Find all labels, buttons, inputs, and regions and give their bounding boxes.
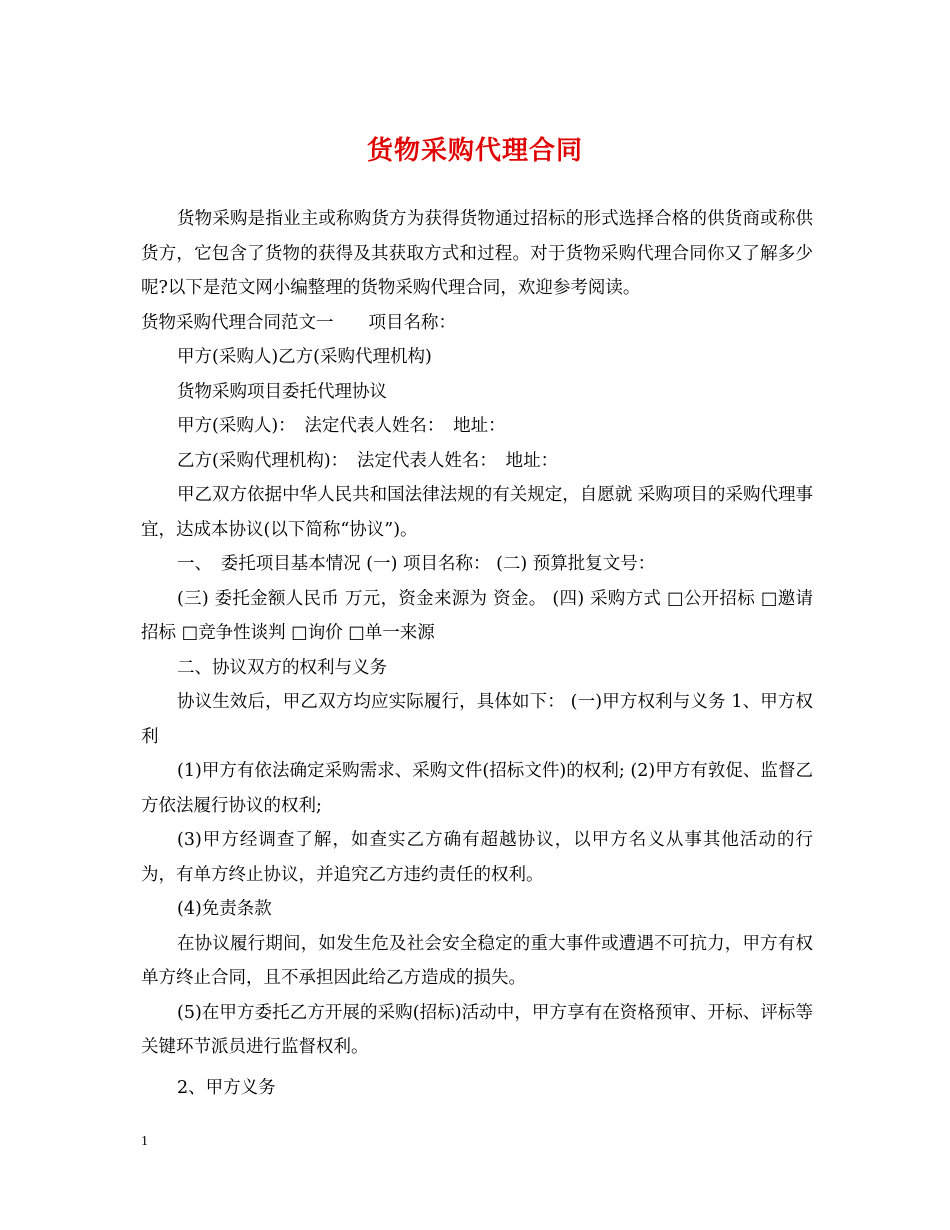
agreement-name: 货物采购项目委托代理协议 — [177, 381, 387, 402]
obligations-intro-paragraph: 协议生效后，甲乙双方均应实际履行，具体如下： (一)甲方权利与义务 1、甲方权利 — [141, 692, 813, 747]
section-one-heading: 一、 委托项目基本情况 (一) 项目名称： (二) 预算批复文号： — [177, 554, 656, 574]
sample-heading: 货物采购代理合同范文一 项目名称： — [141, 312, 456, 333]
exemption-paragraph: 在协议履行期间，如发生危及社会安全稳定的重大事件或遭遇不可抗力，甲方有权单方终止合同，且不承担因此给乙方造成的损失。 — [141, 933, 813, 988]
procurement-method-paragraph: (三) 委托金额人民币 万元，资金来源为 资金。 (四) 采购方式 □公开招标 □邀请招标 □竞争性谈判 □询价 □单一来源 — [141, 588, 813, 643]
agreement-basis-paragraph: 甲乙双方依据中华人民共和国法律法规的有关规定，自愿就 采购项目的采购代理事宜，达成本协议(以下简称“协议”)。 — [141, 485, 813, 540]
page-number: 1 — [141, 1134, 148, 1149]
party-a-rights-3: (3)甲方经调查了解，如查实乙方确有超越协议，以甲方名义从事其他活动的行为，有单方终止协议，并追究乙方违约责任的权利。 — [141, 830, 813, 885]
party-a-rights-5: (5)在甲方委托乙方开展的采购(招标)活动中，甲方享有在资格预审、开标、评标等关键环节派员进行监督权利。 — [141, 1002, 813, 1057]
party-a-duties-heading: 2、甲方义务 — [177, 1077, 276, 1098]
parties-line: 甲方(采购人)乙方(采购代理机构) — [177, 347, 432, 367]
section-two-heading: 二、协议双方的权利与义务 — [177, 657, 387, 678]
party-b-line: 乙方(采购代理机构)： 法定代表人姓名： 地址： — [177, 450, 559, 471]
document-title: 货物采购代理合同 — [366, 136, 583, 166]
document-body — [141, 202, 813, 1105]
party-a-line: 甲方(采购人)： 法定代表人姓名： 地址： — [177, 416, 506, 436]
exemption-heading: (4)免责条款 — [177, 899, 272, 919]
intro-paragraph: 货物采购是指业主或称购货方为获得货物通过招标的形式选择合格的供货商或称供货方，它包含了货物的获得及其获取方式和过程。对于货物采购代理合同你又了解多少呢?以下是范文网小编整理的货物采购代理合同，欢迎参考阅读。 — [141, 209, 813, 298]
party-a-rights-1-2: (1)甲方有依法确定采购需求、采购文件(招标文件)的权利; (2)甲方有敦促、监督乙方依法履行协议的权利; — [141, 761, 813, 816]
